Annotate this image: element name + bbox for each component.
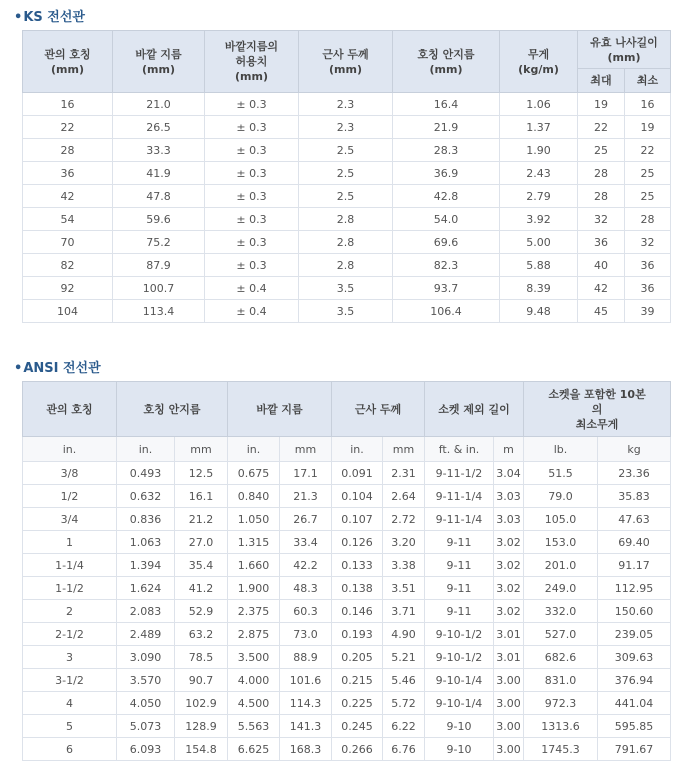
table-cell: 28 <box>578 185 625 208</box>
unit-cell: in. <box>117 437 175 462</box>
table-cell: 3.01 <box>494 623 524 646</box>
table-cell: 1.90 <box>500 139 578 162</box>
table-cell: 36 <box>23 162 113 185</box>
table-cell: 1.37 <box>500 116 578 139</box>
table-cell: 52.9 <box>175 600 228 623</box>
table-row <box>23 462 671 485</box>
table-cell: 5.00 <box>500 231 578 254</box>
table-cell: 51.5 <box>524 462 598 485</box>
table-cell: 3/8 <box>23 462 117 485</box>
table-cell: 2-1/2 <box>23 623 117 646</box>
table-cell: 26.5 <box>113 116 205 139</box>
table-cell: 45 <box>578 300 625 323</box>
table-row <box>23 669 671 692</box>
ks-section-title: •KS 전선관 <box>14 10 85 25</box>
table-cell: 3.570 <box>117 669 175 692</box>
table-cell: 527.0 <box>524 623 598 646</box>
ansi-header-nominal: 관의 호칭 <box>23 382 117 437</box>
table-row <box>23 277 671 300</box>
table-cell: 102.9 <box>175 692 228 715</box>
table-cell: 54 <box>23 208 113 231</box>
table-cell: 2.79 <box>500 185 578 208</box>
table-cell: 0.146 <box>332 600 383 623</box>
table-row <box>23 692 671 715</box>
table-cell: 63.2 <box>175 623 228 646</box>
table-row <box>23 577 671 600</box>
table-cell: 113.4 <box>113 300 205 323</box>
table-cell: 105.0 <box>524 508 598 531</box>
table-cell: 60.3 <box>280 600 332 623</box>
table-cell: 0.205 <box>332 646 383 669</box>
ks-header-inner-diameter: 호칭 안지름 (mm) <box>393 31 500 93</box>
table-cell: 16 <box>625 93 671 116</box>
table-cell: 28 <box>578 162 625 185</box>
table-cell: 21.2 <box>175 508 228 531</box>
table-cell: 0.245 <box>332 715 383 738</box>
table-cell: ± 0.4 <box>205 277 299 300</box>
table-cell: 25 <box>625 162 671 185</box>
table-row <box>23 162 671 185</box>
table-row <box>23 185 671 208</box>
table-cell: 2.72 <box>383 508 425 531</box>
table-cell: 0.632 <box>117 485 175 508</box>
table-cell: 17.1 <box>280 462 332 485</box>
unit-cell: kg <box>598 437 671 462</box>
table-cell: 5.073 <box>117 715 175 738</box>
unit-cell: in. <box>332 437 383 462</box>
table-cell: 1.050 <box>228 508 280 531</box>
table-cell: 40 <box>578 254 625 277</box>
table-cell: 249.0 <box>524 577 598 600</box>
table-cell: 3/4 <box>23 508 117 531</box>
ks-table-body <box>23 93 671 323</box>
table-cell: 1.063 <box>117 531 175 554</box>
table-cell: 82.3 <box>393 254 500 277</box>
table-cell: 9-10-1/4 <box>425 692 494 715</box>
table-cell: 6.625 <box>228 738 280 761</box>
table-cell: 32 <box>625 231 671 254</box>
table-cell: 9-10-1/2 <box>425 623 494 646</box>
table-cell: 87.9 <box>113 254 205 277</box>
table-cell: 22 <box>23 116 113 139</box>
table-cell: 112.95 <box>598 577 671 600</box>
table-cell: 0.133 <box>332 554 383 577</box>
table-cell: 41.9 <box>113 162 205 185</box>
table-cell: 1.624 <box>117 577 175 600</box>
table-cell: 3.71 <box>383 600 425 623</box>
ks-header-min: 최소 <box>625 69 671 93</box>
table-cell: 79.0 <box>524 485 598 508</box>
table-cell: 42.8 <box>393 185 500 208</box>
table-cell: ± 0.3 <box>205 116 299 139</box>
unit-cell: ft. & in. <box>425 437 494 462</box>
table-cell: 5.563 <box>228 715 280 738</box>
table-cell: 9-11-1/4 <box>425 485 494 508</box>
table-cell: 35.83 <box>598 485 671 508</box>
table-cell: 4.000 <box>228 669 280 692</box>
table-cell: 73.0 <box>280 623 332 646</box>
table-cell: 78.5 <box>175 646 228 669</box>
table-cell: ± 0.3 <box>205 162 299 185</box>
table-cell: ± 0.3 <box>205 208 299 231</box>
table-row <box>23 254 671 277</box>
table-cell: 2.8 <box>299 208 393 231</box>
table-row <box>23 531 671 554</box>
table-cell: 36 <box>578 231 625 254</box>
table-cell: 16.1 <box>175 485 228 508</box>
table-cell: 3.500 <box>228 646 280 669</box>
table-cell: 1313.6 <box>524 715 598 738</box>
table-cell: 6.093 <box>117 738 175 761</box>
table-cell: 3.03 <box>494 485 524 508</box>
ks-header-outer-diameter: 바깥 지름 (mm) <box>113 31 205 93</box>
table-cell: ± 0.3 <box>205 93 299 116</box>
table-cell: 1.660 <box>228 554 280 577</box>
table-cell: 5 <box>23 715 117 738</box>
table-cell: 0.091 <box>332 462 383 485</box>
table-cell: 5.72 <box>383 692 425 715</box>
table-cell: 21.9 <box>393 116 500 139</box>
table-cell: 6.22 <box>383 715 425 738</box>
table-row <box>23 139 671 162</box>
table-cell: 69.40 <box>598 531 671 554</box>
table-cell: 150.60 <box>598 600 671 623</box>
table-cell: 9-11-1/4 <box>425 508 494 531</box>
table-cell: 42 <box>23 185 113 208</box>
ks-conduit-table <box>22 30 671 323</box>
table-cell: 6 <box>23 738 117 761</box>
table-cell: 3-1/2 <box>23 669 117 692</box>
ansi-header-outer-diameter: 바깥 지름 <box>228 382 332 437</box>
table-cell: 141.3 <box>280 715 332 738</box>
unit-cell: mm <box>175 437 228 462</box>
table-cell: 2.8 <box>299 254 393 277</box>
table-cell: 100.7 <box>113 277 205 300</box>
table-cell: 9-10 <box>425 715 494 738</box>
table-cell: 0.138 <box>332 577 383 600</box>
ansi-header-length: 소켓 제외 길이 <box>425 382 524 437</box>
table-cell: 168.3 <box>280 738 332 761</box>
table-cell: 59.6 <box>113 208 205 231</box>
table-cell: 2.8 <box>299 231 393 254</box>
table-cell: 153.0 <box>524 531 598 554</box>
table-cell: 12.5 <box>175 462 228 485</box>
bullet-icon: • <box>14 361 23 376</box>
table-cell: 2 <box>23 600 117 623</box>
ansi-header-inner-diameter: 호칭 안지름 <box>117 382 228 437</box>
table-row <box>23 93 671 116</box>
table-cell: 2.375 <box>228 600 280 623</box>
table-cell: 3.090 <box>117 646 175 669</box>
table-cell: 104 <box>23 300 113 323</box>
table-cell: 47.63 <box>598 508 671 531</box>
table-row <box>23 300 671 323</box>
table-cell: 19 <box>578 93 625 116</box>
table-cell: 42 <box>578 277 625 300</box>
ansi-table-body <box>23 462 671 761</box>
ansi-header-thickness: 근사 두께 <box>332 382 425 437</box>
table-cell: 595.85 <box>598 715 671 738</box>
ks-header-tolerance: 바깥지름의 허용치 (mm) <box>205 31 299 93</box>
table-cell: 0.836 <box>117 508 175 531</box>
table-row <box>23 715 671 738</box>
table-cell: 3.00 <box>494 738 524 761</box>
table-row <box>23 231 671 254</box>
table-cell: 2.31 <box>383 462 425 485</box>
table-cell: 9-10 <box>425 738 494 761</box>
table-cell: ± 0.3 <box>205 231 299 254</box>
table-cell: 92 <box>23 277 113 300</box>
table-cell: 106.4 <box>393 300 500 323</box>
table-cell: 2.64 <box>383 485 425 508</box>
table-row <box>23 485 671 508</box>
table-row <box>23 738 671 761</box>
table-cell: 25 <box>578 139 625 162</box>
table-cell: 972.3 <box>524 692 598 715</box>
table-cell: 2.875 <box>228 623 280 646</box>
table-cell: 9-11 <box>425 554 494 577</box>
table-cell: 682.6 <box>524 646 598 669</box>
table-cell: 9-11 <box>425 577 494 600</box>
table-cell: 8.39 <box>500 277 578 300</box>
table-cell: 2.5 <box>299 185 393 208</box>
table-cell: 2.43 <box>500 162 578 185</box>
table-cell: ± 0.3 <box>205 139 299 162</box>
table-cell: 3 <box>23 646 117 669</box>
table-cell: 70 <box>23 231 113 254</box>
table-cell: 4 <box>23 692 117 715</box>
table-cell: 54.0 <box>393 208 500 231</box>
table-cell: 9-11 <box>425 531 494 554</box>
table-cell: 3.02 <box>494 600 524 623</box>
ks-header-thread-length: 유효 나사길이 (mm) <box>578 31 671 69</box>
ks-header-thickness: 근사 두께 (mm) <box>299 31 393 93</box>
table-cell: 82 <box>23 254 113 277</box>
table-cell: 28.3 <box>393 139 500 162</box>
table-cell: 0.107 <box>332 508 383 531</box>
table-cell: 9.48 <box>500 300 578 323</box>
table-cell: 9-10-1/4 <box>425 669 494 692</box>
table-cell: 47.8 <box>113 185 205 208</box>
table-cell: 35.4 <box>175 554 228 577</box>
ks-header-max: 최대 <box>578 69 625 93</box>
table-cell: 1.315 <box>228 531 280 554</box>
table-cell: 1.900 <box>228 577 280 600</box>
table-cell: 239.05 <box>598 623 671 646</box>
table-cell: 28 <box>625 208 671 231</box>
table-cell: 1 <box>23 531 117 554</box>
table-row <box>23 554 671 577</box>
table-cell: 93.7 <box>393 277 500 300</box>
table-cell: 19 <box>625 116 671 139</box>
ansi-header-weight: 소켓을 포함한 10본 의 최소무게 <box>524 382 671 437</box>
table-cell: 1745.3 <box>524 738 598 761</box>
unit-cell: in. <box>228 437 280 462</box>
table-cell: 36 <box>625 254 671 277</box>
table-cell: 101.6 <box>280 669 332 692</box>
table-cell: 41.2 <box>175 577 228 600</box>
table-cell: 21.3 <box>280 485 332 508</box>
table-cell: 2.489 <box>117 623 175 646</box>
table-cell: 2.5 <box>299 162 393 185</box>
bullet-icon: • <box>14 10 23 25</box>
table-cell: 6.76 <box>383 738 425 761</box>
table-cell: 0.225 <box>332 692 383 715</box>
table-cell: 33.4 <box>280 531 332 554</box>
table-cell: ± 0.3 <box>205 254 299 277</box>
table-cell: 48.3 <box>280 577 332 600</box>
table-cell: 39 <box>625 300 671 323</box>
table-cell: 25 <box>625 185 671 208</box>
unit-cell: lb. <box>524 437 598 462</box>
table-cell: 3.20 <box>383 531 425 554</box>
table-cell: 1-1/4 <box>23 554 117 577</box>
table-cell: 22 <box>625 139 671 162</box>
ks-header-nominal: 관의 호칭 (mm) <box>23 31 113 93</box>
table-cell: 36 <box>625 277 671 300</box>
table-cell: 0.215 <box>332 669 383 692</box>
table-row <box>23 600 671 623</box>
table-cell: 3.04 <box>494 462 524 485</box>
table-cell: 791.67 <box>598 738 671 761</box>
table-cell: 28 <box>23 139 113 162</box>
table-cell: 3.02 <box>494 554 524 577</box>
table-cell: 3.02 <box>494 531 524 554</box>
table-cell: ± 0.3 <box>205 185 299 208</box>
table-cell: 3.5 <box>299 277 393 300</box>
ansi-conduit-table <box>22 381 671 761</box>
table-cell: 3.00 <box>494 715 524 738</box>
table-row <box>23 208 671 231</box>
table-cell: 42.2 <box>280 554 332 577</box>
table-cell: 3.03 <box>494 508 524 531</box>
table-cell: 9-11-1/2 <box>425 462 494 485</box>
table-cell: 2.5 <box>299 139 393 162</box>
table-cell: 16.4 <box>393 93 500 116</box>
table-cell: 441.04 <box>598 692 671 715</box>
table-cell: 0.840 <box>228 485 280 508</box>
table-cell: 33.3 <box>113 139 205 162</box>
table-cell: 3.02 <box>494 577 524 600</box>
table-row <box>23 646 671 669</box>
table-cell: 1.394 <box>117 554 175 577</box>
table-cell: 3.00 <box>494 692 524 715</box>
table-cell: 309.63 <box>598 646 671 669</box>
table-cell: 36.9 <box>393 162 500 185</box>
table-cell: 2.083 <box>117 600 175 623</box>
table-cell: 91.17 <box>598 554 671 577</box>
table-cell: 3.92 <box>500 208 578 231</box>
table-cell: 32 <box>578 208 625 231</box>
table-cell: 26.7 <box>280 508 332 531</box>
table-cell: 1.06 <box>500 93 578 116</box>
table-cell: 22 <box>578 116 625 139</box>
table-cell: 2.3 <box>299 116 393 139</box>
table-cell: 4.90 <box>383 623 425 646</box>
table-cell: 0.266 <box>332 738 383 761</box>
table-cell: 3.51 <box>383 577 425 600</box>
table-cell: 0.493 <box>117 462 175 485</box>
unit-cell: m <box>494 437 524 462</box>
unit-cell: in. <box>23 437 117 462</box>
table-cell: ± 0.4 <box>205 300 299 323</box>
table-cell: 0.126 <box>332 531 383 554</box>
table-cell: 21.0 <box>113 93 205 116</box>
table-cell: 5.46 <box>383 669 425 692</box>
ks-header-weight: 무게 (kg/m) <box>500 31 578 93</box>
table-cell: 201.0 <box>524 554 598 577</box>
ansi-section-title: •ANSI 전선관 <box>14 361 101 376</box>
table-cell: 23.36 <box>598 462 671 485</box>
table-row <box>23 508 671 531</box>
table-cell: 3.01 <box>494 646 524 669</box>
table-cell: 4.050 <box>117 692 175 715</box>
table-cell: 1/2 <box>23 485 117 508</box>
table-cell: 88.9 <box>280 646 332 669</box>
table-cell: 3.38 <box>383 554 425 577</box>
table-cell: 9-10-1/2 <box>425 646 494 669</box>
ansi-unit-row <box>23 437 671 462</box>
unit-cell: mm <box>280 437 332 462</box>
table-cell: 1-1/2 <box>23 577 117 600</box>
table-cell: 27.0 <box>175 531 228 554</box>
table-cell: 2.3 <box>299 93 393 116</box>
table-cell: 3.00 <box>494 669 524 692</box>
table-cell: 376.94 <box>598 669 671 692</box>
table-cell: 0.104 <box>332 485 383 508</box>
table-cell: 5.88 <box>500 254 578 277</box>
table-cell: 16 <box>23 93 113 116</box>
table-row <box>23 623 671 646</box>
unit-cell: mm <box>383 437 425 462</box>
table-cell: 831.0 <box>524 669 598 692</box>
table-cell: 9-11 <box>425 600 494 623</box>
table-cell: 3.5 <box>299 300 393 323</box>
table-cell: 154.8 <box>175 738 228 761</box>
table-row <box>23 116 671 139</box>
table-cell: 114.3 <box>280 692 332 715</box>
table-cell: 128.9 <box>175 715 228 738</box>
table-cell: 0.675 <box>228 462 280 485</box>
table-cell: 5.21 <box>383 646 425 669</box>
table-cell: 332.0 <box>524 600 598 623</box>
table-cell: 90.7 <box>175 669 228 692</box>
table-cell: 0.193 <box>332 623 383 646</box>
table-cell: 75.2 <box>113 231 205 254</box>
table-cell: 4.500 <box>228 692 280 715</box>
table-cell: 69.6 <box>393 231 500 254</box>
